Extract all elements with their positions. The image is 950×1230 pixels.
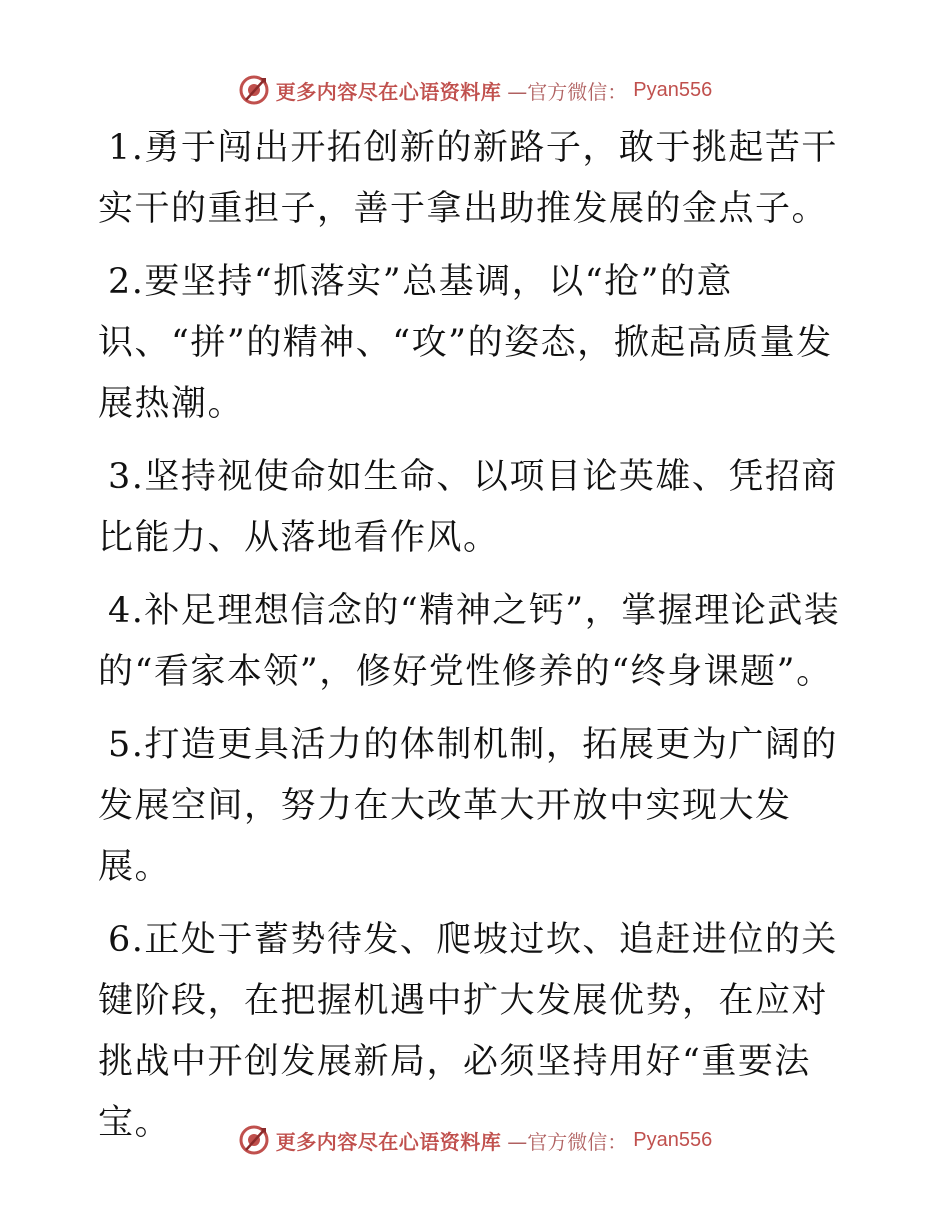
header-banner	[0, 70, 950, 110]
list-item	[98, 715, 858, 898]
banner-text: 更多内容尽在心语资料库	[275, 1129, 502, 1154]
item-number: 3.	[108, 457, 145, 497]
item-text: 勇于闯出开拓创新的新路子，敢于挑起苦干实干的重担子，善于拿出助推发展的金点子。	[98, 128, 838, 229]
banner-separator: —官方微信：	[507, 79, 628, 104]
quill-logo-icon	[238, 74, 270, 106]
item-number: 4.	[108, 591, 145, 631]
item-text: 要坚持“抓落实”总基调，以“抢”的意识、“拼”的精神、“攻”的姿态，掀起高质量发展热潮。	[98, 262, 833, 424]
banner-account: Pyan556	[633, 1128, 713, 1151]
item-text: 正处于蓄势待发、爬坡过坎、追赶进位的关键阶段，在把握机遇中扩大发展优势，在应对挑战中开创发展新局，必须坚持用好“重要法宝。	[98, 920, 838, 1143]
item-number: 2.	[108, 262, 145, 302]
item-number: 1.	[108, 128, 145, 168]
item-number: 5.	[108, 725, 145, 765]
quill-logo-icon	[238, 1124, 270, 1156]
item-text: 打造更具活力的体制机制，拓展更为广阔的发展空间，努力在大改革大开放中实现大发展。	[98, 725, 838, 887]
item-text: 补足理想信念的“精神之钙”，掌握理论武装的“看家本领”，修好党性修养的“终身课题”。	[98, 591, 841, 692]
list-item	[98, 252, 858, 435]
list-item	[98, 910, 858, 1154]
item-number: 6.	[108, 920, 145, 960]
banner-text: 更多内容尽在心语资料库	[275, 79, 502, 104]
list-item	[98, 118, 858, 240]
item-text: 坚持视使命如生命、以项目论英雄、凭招商比能力、从落地看作风。	[98, 457, 838, 558]
document-body	[98, 118, 858, 1166]
list-item	[98, 447, 858, 569]
footer-banner	[0, 1120, 950, 1160]
banner-separator: —官方微信：	[507, 1129, 628, 1154]
list-item	[98, 581, 858, 703]
banner-account: Pyan556	[633, 78, 713, 101]
